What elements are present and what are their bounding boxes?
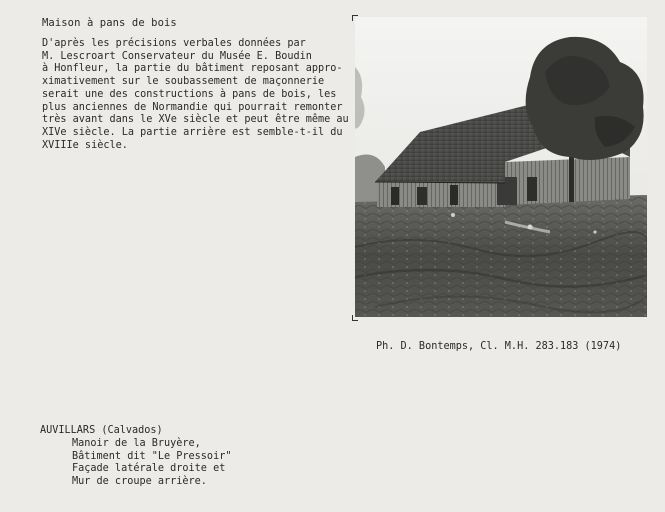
description-line: serait une des constructions à pans de bois, les: [42, 88, 337, 100]
barn-photograph: [355, 17, 647, 317]
location-line: Mur de croupe arrière.: [72, 476, 207, 488]
location-place: AUVILLARS (Calvados): [40, 425, 163, 436]
location-line: Manoir de la Bruyère,: [72, 437, 201, 449]
location-block: [40, 425, 231, 489]
description-line: XVIIIe siècle.: [42, 139, 128, 151]
description-line: D'après les précisions verbales données par: [42, 38, 306, 49]
description-line: plus anciennes de Normandie qui pourrait remonter: [42, 101, 343, 113]
description-line: très avant dans le XVe siècle et peut être même au: [42, 114, 349, 126]
location-line: Façade latérale droite et: [72, 463, 226, 475]
description-line: ximativement sur le soubassement de maçonnerie: [42, 76, 325, 88]
location-line: Bâtiment dit "Le Pressoir": [72, 450, 232, 462]
description: [42, 38, 349, 152]
card-heading: Maison à pans de bois: [42, 17, 177, 29]
description-line: M. Lescroart Conservateur du Musée E. Boudin: [42, 50, 312, 62]
description-line: XIVe siècle. La partie arrière est semble-t-il du: [42, 126, 343, 138]
photo-caption: Ph. D. Bontemps, Cl. M.H. 283.183 (1974): [376, 341, 622, 352]
description-line: à Honfleur, la partie du bâtiment reposant appro-: [42, 63, 343, 75]
